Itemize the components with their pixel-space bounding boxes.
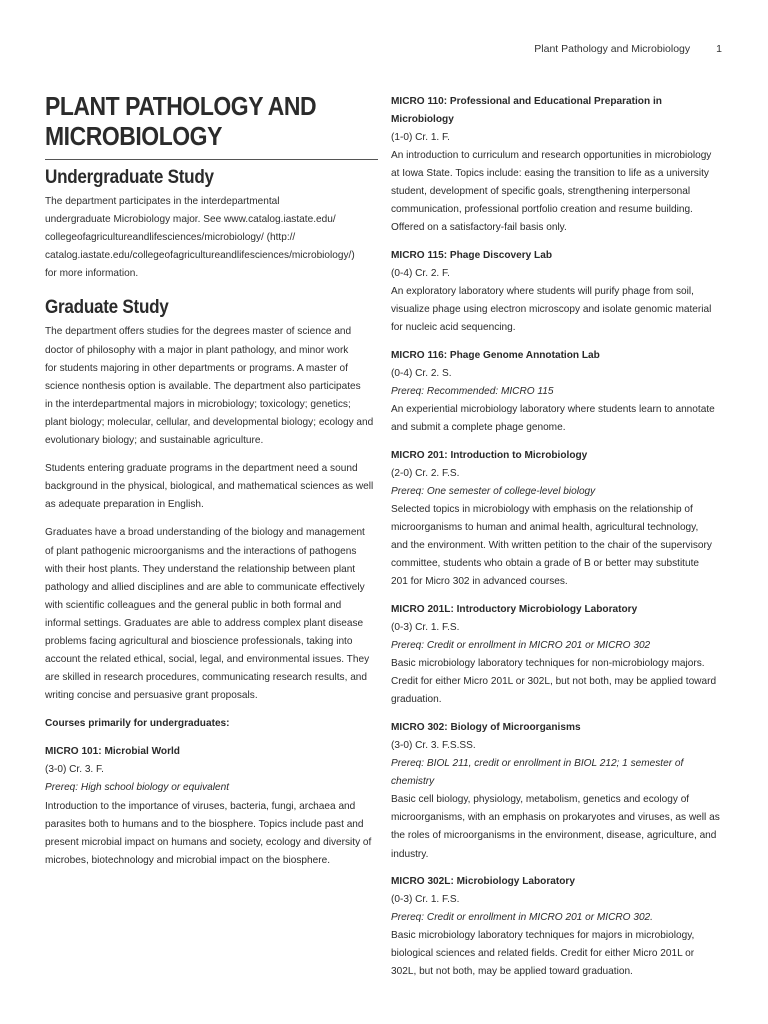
running-title: Plant Pathology and Microbiology (534, 43, 691, 55)
course-description: An exploratory laboratory where students will purify phage from soil, visualize phage using electron microscopy and isolate genomic material for nucleic acid sequencing. (391, 286, 712, 334)
course-title: MICRO 115: Phage Discovery Lab (391, 250, 552, 262)
undergrad-paragraph: The department participates in the interdepartmental undergraduate Microbiology major. See www.catalog.iastate.edu/ collegeofagricultureandlifesciences/microbiology/ (http:// catalog.iastate.edu/collegeofagricultureandlifesciences/microbiology/) for more information. (45, 196, 355, 280)
course-entry (391, 447, 727, 592)
right-column (391, 93, 727, 991)
course-description: An experiential microbiology laboratory where students learn to annotate and submit a complete phage genome. (391, 404, 715, 434)
course-credits: (0-3) Cr. 1. F.S. (391, 621, 460, 633)
course-title: MICRO 116: Phage Genome Annotation Lab (391, 349, 600, 361)
course-entry (391, 247, 727, 337)
course-description: Introduction to the importance of viruses, bacteria, fungi, archaea and parasites both to humans and to the biosphere. Topics include past and present microbial impact on humans and society, ecology and diversity of microbes, biotechnology and microbial impact on the biosphere. (45, 800, 372, 866)
grad-paragraph-2: Students entering graduate programs in the department need a sound background in the physical, biological, and mathematical sciences as well as adequate preparation in English. (45, 463, 374, 511)
course-title: MICRO 302L: Microbiology Laboratory (391, 876, 575, 888)
running-header (534, 43, 722, 55)
left-column (45, 92, 378, 879)
course-title: MICRO 101: Microbial World (45, 746, 180, 758)
course-title: MICRO 201L: Introductory Microbiology Laboratory (391, 603, 638, 615)
page-title-line1: PLANT PATHOLOGY AND (45, 93, 317, 121)
course-entry (391, 601, 727, 709)
course-prereq: Prereq: Credit or enrollment in MICRO 201 or MICRO 302. (391, 912, 653, 924)
course-title: MICRO 302: Biology of Microorganisms (391, 721, 581, 733)
courses-heading: Courses primarily for undergraduates: (45, 718, 230, 730)
course-prereq: Prereq: Recommended: MICRO 115 (391, 386, 554, 398)
course-prereq: Prereq: Credit or enrollment in MICRO 201 or MICRO 302 (391, 640, 651, 652)
course-description: Basic cell biology, physiology, metabolism, genetics and ecology of microorganisms, with an emphasis on prokaryotes and viruses, as well as the roles of microorganisms in the environment, disease, agriculture, and industry. (391, 794, 720, 860)
course-entry (391, 93, 727, 238)
course-credits: (0-3) Cr. 1. F.S. (391, 894, 460, 906)
course-description: Basic microbiology laboratory techniques for majors in microbiology, biological sciences and related fields. Credit for either Micro 201L or 302L, but not both, may be applied toward graduation. (391, 930, 695, 978)
course-title: MICRO 110: Professional and Educational Preparation in Microbiology (391, 96, 662, 125)
grad-heading: Graduate Study (45, 297, 169, 319)
grad-paragraph-3: Graduates have a broad understanding of the biology and management of plant pathogenic microorganisms and the interactions of pathogens with their host plants. They understand the relationship between plant pathology and allied disciplines and are able to communicate effectively with scientific colleagues and the general public in both formal and informal settings. Graduates are able to address complex plant disease problems facing agricultural and bioscience professionals, taking into account the related ethical, social, legal, and environmental issues. They are skilled in research procedures, communicating research results, and writing concise and persuasive grant proposals. (45, 527, 370, 702)
course-credits: (3-0) Cr. 3. F. (45, 764, 104, 776)
undergrad-heading: Undergraduate Study (45, 167, 214, 188)
course-entry (45, 743, 378, 870)
course-prereq: Prereq: BIOL 211, credit or enrollment in BIOL 212; 1 semester of chemistry (391, 758, 684, 788)
course-entry (391, 719, 727, 864)
page-title-line2: MICROBIOLOGY (45, 123, 222, 151)
course-entry (391, 347, 727, 437)
course-prereq: Prereq: High school biology or equivalent (45, 782, 230, 794)
course-credits: (0-4) Cr. 2. F. (391, 268, 450, 280)
course-title: MICRO 201: Introduction to Microbiology (391, 449, 588, 461)
course-credits: (2-0) Cr. 2. F.S. (391, 467, 460, 479)
page-title (45, 92, 378, 152)
course-description: Basic microbiology laboratory techniques for non-microbiology majors. Credit for either Micro 201L or 302L, but not both, may be applied toward graduation. (391, 658, 717, 706)
course-credits: (1-0) Cr. 1. F. (391, 132, 450, 143)
course-credits: (3-0) Cr. 3. F.S.SS. (391, 739, 476, 751)
course-entry (391, 873, 727, 981)
course-description: Selected topics in microbiology with emphasis on the relationship of microorganisms to human and animal health, agricultural technology, and the environment. With written petition to the chair of the supervisory committee, students who obtain a grade of B or better may substitute 201 for Micro 302 in advanced courses. (391, 504, 712, 588)
course-prereq: Prereq: One semester of college-level biology (391, 485, 596, 497)
page-number: 1 (716, 43, 722, 55)
course-description: An introduction to curriculum and research opportunities in microbiology at Iowa State. Topics include: easing the transition to life as a university student, development of specific goals, strengthening interpersonal communication, professional portfolio creation and resume building. Offered on a satisfactory-fail basis only. (391, 150, 712, 234)
grad-paragraph-1: The department offers studies for the degrees master of science and doctor of philosophy with a major in plant pathology, and minor work for students majoring in other departments or programs. A master of science nonthesis option is available. The department also participates in the interdepartmental majors in microbiology; toxicology; genetics; plant biology; molecular, cellular, and developmental biology; ecology and evolutionary biology; and sustainable agriculture. (45, 326, 374, 447)
course-credits: (0-4) Cr. 2. S. (391, 367, 452, 379)
